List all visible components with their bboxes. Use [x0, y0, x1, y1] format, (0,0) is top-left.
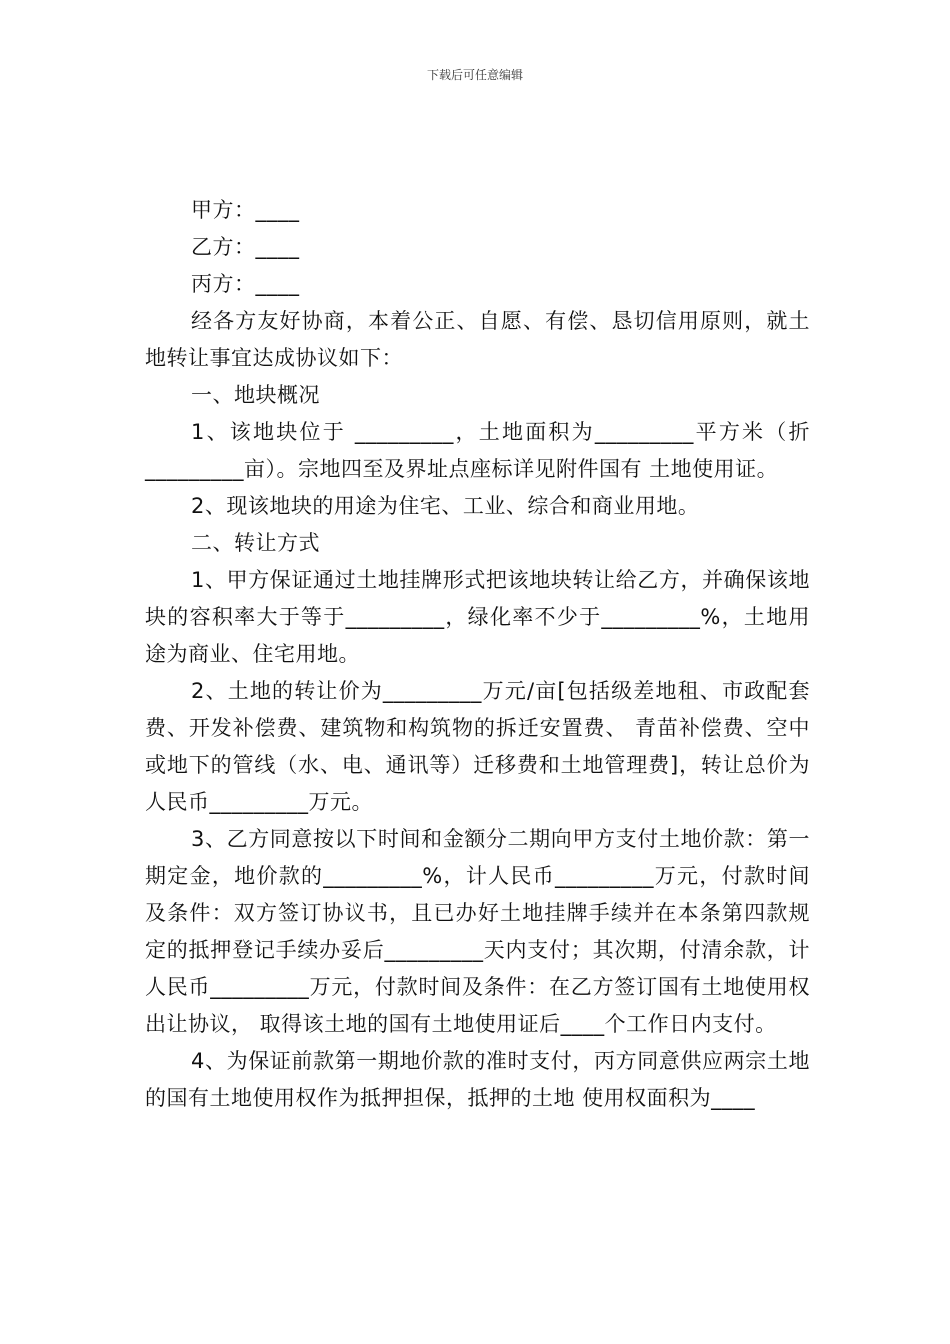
- header-note: 下载后可任意编辑: [426, 68, 523, 82]
- clause-2-2: 2、土地的转让价为_________万元/亩[包括级差地租、市政配套费、开发补偿费、建筑物和构筑物的拆迁安置费、 青苗补偿费、空中或地下的管线（水、电、通讯等）迁移费和土地管理费]，转让总价为人民币_________万元。: [145, 679, 810, 814]
- party-b-line: 乙方：____: [191, 235, 300, 259]
- section-1-heading: 一、地块概况: [191, 383, 320, 407]
- contract-body: [145, 192, 810, 1117]
- clause-1-2: 2、现该地块的用途为住宅、工业、综合和商业用地。: [191, 494, 700, 518]
- section-2-heading: 二、转让方式: [191, 531, 320, 555]
- party-c-line: 丙方：____: [191, 272, 300, 296]
- preamble-paragraph: 经各方友好协商，本着公正、自愿、有偿、恳切信用原则，就土地转让事宜达成协议如下：: [145, 309, 810, 370]
- clause-2-4: 4、为保证前款第一期地价款的准时支付，丙方同意供应两宗土地的国有土地使用权作为抵押担保，抵押的土地 使用权面积为____: [145, 1049, 810, 1110]
- clause-2-1: 1、甲方保证通过土地挂牌形式把该地块转让给乙方，并确保该地块的容积率大于等于_________，绿化率不少于_________%，土地用途为商业、住宅用地。: [145, 568, 810, 666]
- party-a-line: 甲方：____: [191, 198, 300, 222]
- clause-1-1: 1、该地块位于 _________，土地面积为_________平方米（折_________亩）。宗地四至及界址点座标详见附件国有 土地使用证。: [145, 420, 810, 481]
- clause-2-3: 3、乙方同意按以下时间和金额分二期向甲方支付土地价款：第一期定金，地价款的_________%，计人民币_________万元，付款时间及条件：双方签订协议书，且已办好土地挂牌手续并在本条第四款规定的抵押登记手续办妥后_________天内支付；其次期，付清余款，计人民币_________万元，付款时间及条件：在乙方签订国有土地使用权出让协议， 取得该土地的国有土地使用证后____个工作日内支付。: [145, 827, 810, 1036]
